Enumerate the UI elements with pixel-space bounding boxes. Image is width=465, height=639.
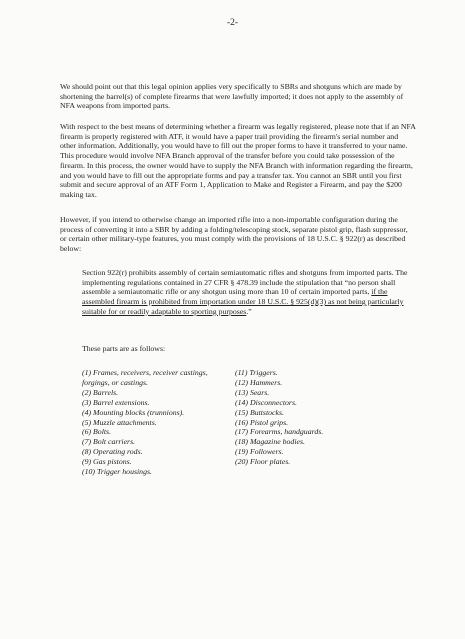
paragraph-922r-intro: However, if you intend to otherwise change an imported rifle into a non-importable configuration during the process of converting it into a SBR by adding a folding/telescoping stock, separate pistol grip, flash suppressor, or certain other military-type features, you must comply with the provisions of 18 U.S.C. § 922(r) as described below:	[60, 215, 408, 254]
list-item: (10) Trigger housings.	[82, 467, 152, 477]
list-item: (19) Followers.	[235, 447, 284, 457]
quote-text: Section 922(r) prohibits assembly of certain semiautomatic rifles and shotguns from imported parts. The implementing regulations contained in 27 CFR § 478.39 include the stipulation that “no person shall assemble a semiautomatic rifle or any shotgun using more than 10 of certain imported parts,	[82, 268, 408, 297]
parts-intro: These parts are as follows:	[82, 344, 166, 353]
list-item: (2) Barrels.	[82, 387, 119, 397]
parts-list-right	[235, 368, 385, 467]
list-item: (3) Barrel extensions.	[82, 397, 150, 407]
paragraph-registration: With respect to the best means of determining whether a firearm was legally registered, please note that if an NFA firearm is properly registered with ATF, it would have a paper trail providing the firearm's serial number and other information. Additionally, you would have to fill out the proper forms to have it transferred to your name. This procedure would involve NFA Branch approval of the transfer before you could take possession of the firearm. In this process, the owner would have to supply the NFA Branch with information regarding the firearm, and you would have to fill out the appropriate forms and pay a transfer tax. You cannot an SBR until you first submit and secure approval of an ATF Form 1, Application to Make and Register a Firearm, and pay the $200 making tax.	[60, 122, 416, 199]
list-item: (13) Sears.	[235, 387, 270, 397]
quote-underlined-text: if the assembled firearm is prohibited from importation under 18 U.S.C. § 925(d)(3) as not being particularly suitable for or readily adaptable to sporting purposes	[82, 287, 404, 316]
list-item: (11) Triggers.	[235, 368, 278, 377]
list-item: (5) Muzzle attachments.	[82, 417, 157, 427]
list-item: (6) Bolts.	[82, 427, 112, 437]
list-item: (12) Hammers.	[235, 377, 283, 387]
list-item: (18) Magazine bodies.	[235, 437, 305, 447]
parts-list-left	[82, 368, 212, 477]
paragraph-sbr-opinion: We should point out that this legal opinion applies very specifically to SBRs and shotguns which are made by shortening the barrel(s) of complete firearms that were lawfully imported; it does not apply to the assembly of NFA weapons from imported parts.	[60, 82, 404, 111]
list-item: (16) Pistol grips.	[235, 417, 289, 427]
list-item: (20) Floor plates.	[235, 457, 291, 467]
list-item: (14) Disconnectors.	[235, 397, 297, 407]
quote-end: .”	[246, 306, 252, 316]
list-item: (17) Forearms, handguards.	[235, 427, 324, 437]
list-item: (1) Frames, receivers, receiver castings, forgings, or castings.	[82, 368, 208, 387]
list-item: (15) Buttstocks.	[235, 407, 284, 417]
list-item: (8) Operating rods.	[82, 447, 143, 457]
list-item: (4) Mounting blocks (trunnions).	[82, 407, 185, 417]
list-item: (7) Bolt carriers.	[82, 437, 136, 447]
page-number: -2-	[226, 18, 239, 28]
list-item: (9) Gas pistons.	[82, 457, 132, 467]
section-922r-quote	[82, 268, 412, 317]
